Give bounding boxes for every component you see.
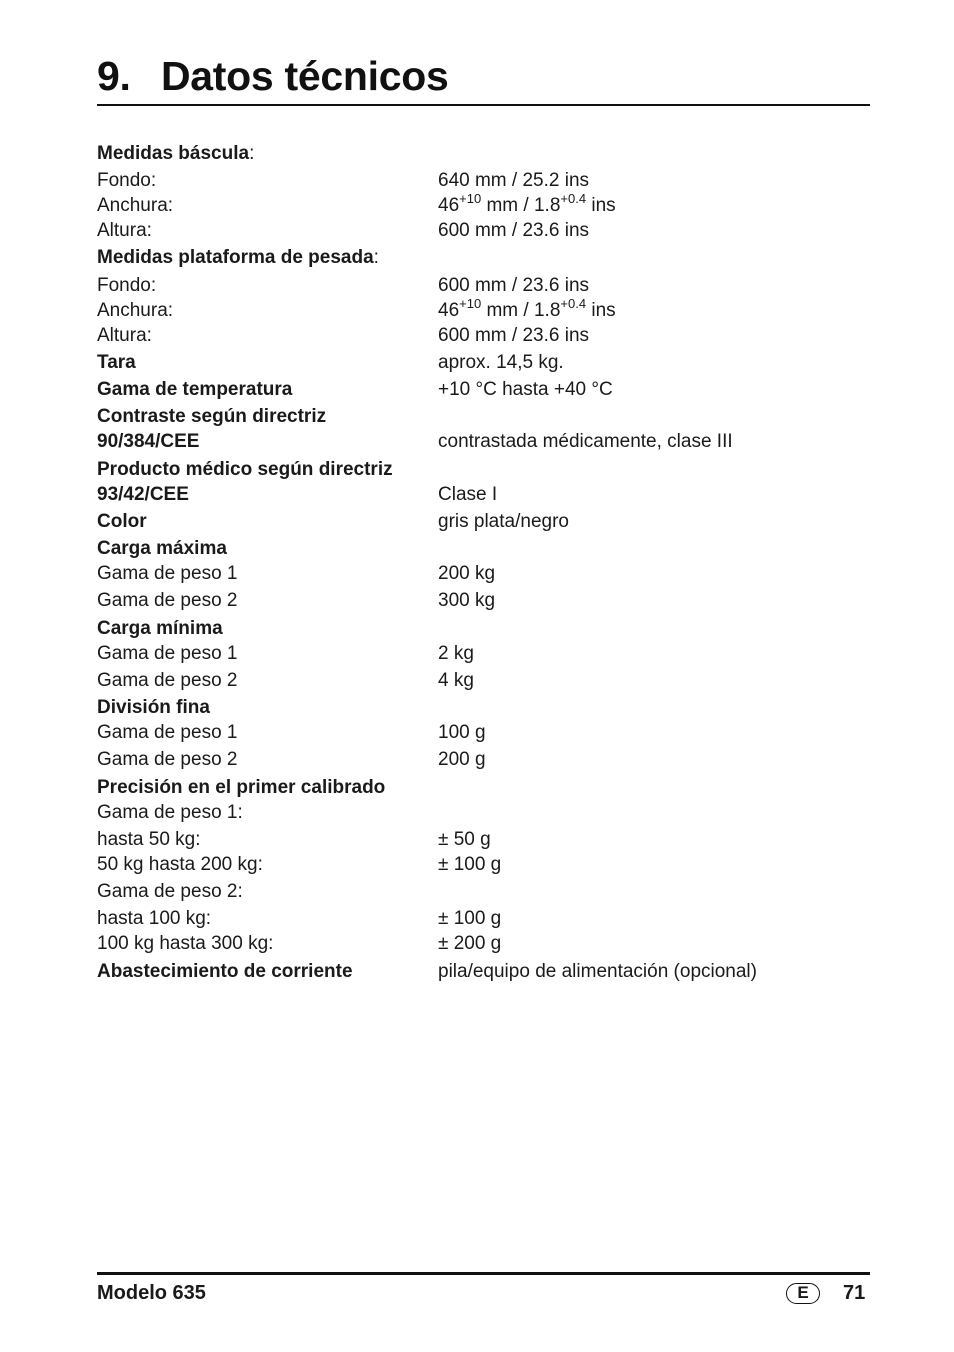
spec-value: 2 kg (438, 643, 474, 664)
spec-label: Gama de peso 1: (97, 802, 243, 823)
spec-heading-division-fina: División fina (97, 697, 210, 718)
spec-label: 90/384/CEE (97, 431, 200, 452)
spec-value: pila/equipo de alimentación (opcional) (438, 961, 757, 982)
spec-value: $46^{+10}$ mm / $1.8^{+0.4}$ ins (438, 191, 616, 216)
section-title: Datos técnicos (161, 53, 449, 99)
spec-row-corriente (97, 959, 870, 985)
spec-value: +10 °C hasta +40 °C (438, 379, 613, 400)
spec-row-tara (97, 350, 870, 376)
spec-row-contraste (97, 404, 870, 430)
spec-label: Altura: (97, 325, 152, 346)
spec-value: 600 mm / 23.6 ins (438, 325, 590, 346)
spec-value: 200 kg (438, 563, 496, 584)
spec-row (97, 323, 870, 349)
spec-label: Gama de peso 2 (97, 749, 238, 770)
spec-label: Fondo: (97, 275, 157, 296)
spec-row (97, 747, 870, 773)
spec-label: Producto médico según directriz (97, 459, 393, 480)
spec-value: 4 kg (438, 670, 474, 691)
page-title (97, 50, 448, 102)
spec-label: Contraste según directriz (97, 406, 327, 427)
title-divider (97, 104, 870, 106)
spec-value: $46^{+10}$ mm / $1.8^{+0.4}$ ins (438, 296, 616, 321)
spec-row-contraste-cont (97, 429, 870, 455)
spec-heading-medidas-plataforma: Medidas plataforma de pesada: (97, 247, 379, 268)
spec-value: 640 mm / 25.2 ins (438, 170, 590, 191)
page-number: 71 (843, 1282, 866, 1304)
spec-row (97, 218, 870, 244)
spec-label: Color (97, 511, 147, 532)
spec-row (97, 168, 870, 194)
spec-row (97, 827, 870, 853)
spec-heading-precision: Precisión en el primer calibrado (97, 777, 386, 798)
spec-label: Anchura: (97, 195, 174, 216)
spec-value: ± 100 g (438, 854, 502, 875)
spec-value: Clase I (438, 484, 498, 505)
spec-row (97, 193, 870, 219)
spec-label: Gama de peso 2 (97, 590, 238, 611)
spec-label: Gama de peso 1 (97, 643, 238, 664)
spec-row (97, 852, 870, 878)
spec-row (97, 588, 870, 614)
spec-row-producto-medico (97, 457, 870, 483)
spec-value: 100 g (438, 722, 486, 743)
spec-value: gris plata/negro (438, 511, 569, 532)
spec-label: Abastecimiento de corriente (97, 961, 353, 982)
spec-row-color (97, 509, 870, 535)
spec-row (97, 641, 870, 667)
spec-label: hasta 100 kg: (97, 908, 212, 929)
spec-label: Gama de peso 2 (97, 670, 238, 691)
spec-heading-carga-maxima: Carga máxima (97, 538, 227, 559)
spec-row (97, 273, 870, 299)
spec-label: 50 kg hasta 200 kg: (97, 854, 263, 875)
spec-label: Altura: (97, 220, 152, 241)
spec-value: 600 mm / 23.6 ins (438, 275, 590, 296)
spec-value: 600 mm / 23.6 ins (438, 220, 590, 241)
spec-label: Fondo: (97, 170, 157, 191)
spec-row (97, 298, 870, 324)
spec-heading-medidas-bascula: Medidas báscula: (97, 143, 255, 164)
section-number: 9. (97, 53, 131, 99)
spec-label: Gama de peso 1 (97, 722, 238, 743)
spec-label: Gama de peso 2: (97, 881, 243, 902)
spec-row (97, 931, 870, 957)
spec-value: contrastada médicamente, clase III (438, 431, 733, 452)
spec-row (97, 668, 870, 694)
spec-row (97, 906, 870, 932)
spec-value: 300 kg (438, 590, 496, 611)
spec-value: aprox. 14,5 kg. (438, 352, 564, 373)
spec-row (97, 561, 870, 587)
spec-label: 93/42/CEE (97, 484, 189, 505)
spec-label: Anchura: (97, 300, 174, 321)
spec-subheading (97, 800, 870, 826)
language-badge: E (786, 1283, 820, 1304)
spec-value: 200 g (438, 749, 486, 770)
footer-divider (97, 1272, 870, 1275)
footer-model: Modelo 635 (97, 1282, 206, 1304)
spec-row-temperatura (97, 377, 870, 403)
spec-label: 100 kg hasta 300 kg: (97, 933, 274, 954)
spec-row (97, 720, 870, 746)
spec-label: hasta 50 kg: (97, 829, 201, 850)
spec-label: Gama de peso 1 (97, 563, 238, 584)
spec-value: ± 200 g (438, 933, 502, 954)
spec-value: ± 50 g (438, 829, 491, 850)
spec-row-producto-medico-cont (97, 482, 870, 508)
spec-value: ± 100 g (438, 908, 502, 929)
spec-label: Gama de temperatura (97, 379, 293, 400)
spec-heading-carga-minima: Carga mínima (97, 618, 223, 639)
spec-subheading (97, 879, 870, 905)
spec-label: Tara (97, 352, 136, 373)
